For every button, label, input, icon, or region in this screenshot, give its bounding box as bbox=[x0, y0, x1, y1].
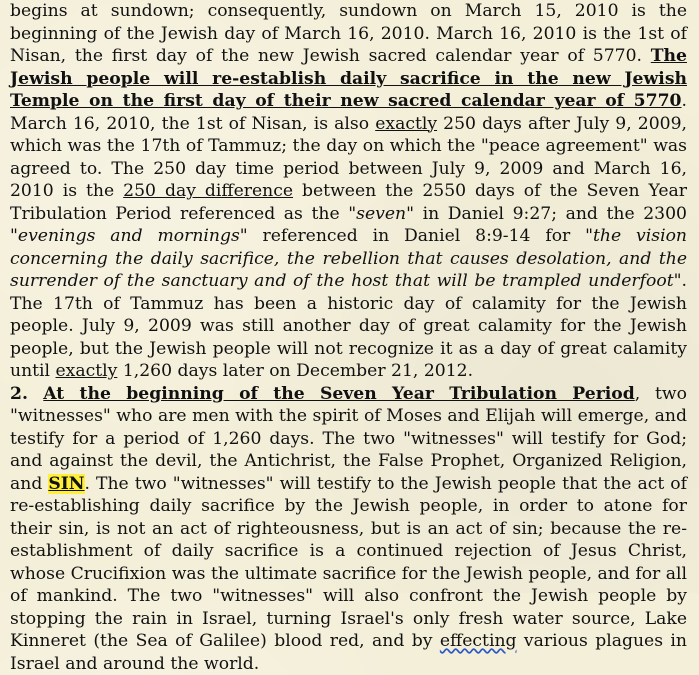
p2-text-2: . The two "witnesses" will testify to the Jewish people that the act of re-establishing daily sacrifice by the Jewish people, in order to atone for their sin, is not an act of righteousness, but is an act of sin; because the re-establishment of daily sacrifice is a continued rejection of Jesus Christ, whose Crucifixion was the ultimate sacrifice for the Jewish people, and for all of mankind. The two "witnesses" will also confront the Jewish people by stopping the rain in Israel, turning Israel's only fresh water source, Lake Kinneret (the Sea of Galilee) blood red, and by bbox=[10, 474, 687, 652]
p1-text-8: 1,260 days later on December 21, 2012. bbox=[117, 361, 473, 381]
p2-sin-highlight: SIN bbox=[48, 474, 84, 494]
p2-text-1: , two "witnesses" who are men with the spirit of Moses and Elijah will emerge, and testify for a period of 1,260 days. The two "witnesses" will testify for God; and against the devil, the Antichrist, the False Prophet, Organized Religion, and bbox=[10, 384, 687, 494]
p1-250-day-difference: 250 day difference bbox=[123, 181, 293, 201]
p2-heading: At the beginning of the Seven Year Tribulation Period bbox=[43, 384, 635, 404]
p1-seven-quote: "seven" bbox=[348, 204, 414, 224]
p1-text-5: in Daniel 9:27; and the 2300 bbox=[414, 204, 687, 224]
paragraph-2 bbox=[10, 383, 687, 675]
p1-exactly-2: exactly bbox=[56, 361, 118, 381]
p1-emphasis-daily-sacrifice: The Jewish people will re-establish daily sacrifice in the new Jewish Temple on the first day of their new sacred calendar year of 5770 bbox=[10, 46, 687, 111]
p1-text-1: begins at sundown; consequently, sundown on March 15, 2010 is the beginning of the Jewish day of March 16, 2010. March 16, 2010 is the 1st of Nisan, the first day of the new Jewish sacred calendar year of 5770. bbox=[10, 1, 687, 66]
p2-effecting: effecting bbox=[440, 631, 517, 651]
p1-text-3: 250 days after July 9, 2009, which was the 17th of Tammuz; the day on which the "peace agreement" was agreed to. The 250 day time period between July 9, 2009 and March 16, 2010 is the bbox=[10, 114, 687, 202]
p1-text-2: . March 16, 2010, the 1st of Nisan, is also bbox=[10, 91, 687, 134]
p1-text-4: between the 2550 days of the Seven Year Tribulation Period referenced as the bbox=[10, 181, 687, 224]
p1-vision-quote: "the vision concerning the daily sacrifice, the rebellion that causes desolation, and the surrender of the sanctuary and of the host that will be trampled underfoot" bbox=[10, 226, 687, 291]
p1-evenings-quote: "evenings and mornings" bbox=[10, 226, 248, 246]
p2-number: 2. bbox=[10, 384, 43, 404]
p2-text-3: various plagues in Israel and around the world. bbox=[10, 631, 687, 674]
p1-exactly-1: exactly bbox=[375, 114, 437, 134]
p1-text-6: referenced in Daniel 8:9-14 for bbox=[248, 226, 585, 246]
paragraph-1 bbox=[10, 0, 687, 383]
p1-text-7: . The 17th of Tammuz has been a historic day of calamity for the Jewish people. July 9, 2009 was still another day of great calamity for the Jewish people, but the Jewish people will not recognize it as a day of great calamity until bbox=[10, 271, 687, 381]
